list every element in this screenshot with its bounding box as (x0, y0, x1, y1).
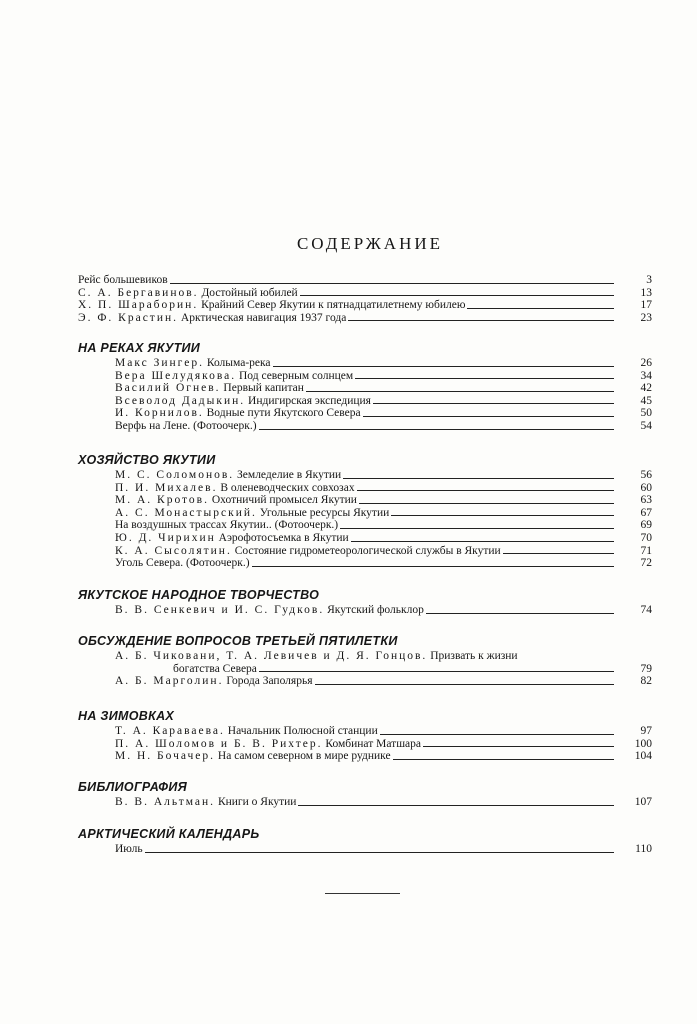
entry-title: Достойный юбилей (198, 286, 298, 299)
toc-section (78, 778, 652, 809)
toc-entry (78, 738, 652, 751)
entry-author: Вера Шелудякова. (115, 369, 237, 382)
page-number: 13 (640, 286, 652, 299)
entry-author: А. Б. Марголин. (115, 675, 224, 688)
entry-title: В оленеводческих совхозах (217, 481, 355, 494)
page-number: 45 (640, 394, 652, 407)
section-heading: ЯКУТСКОЕ НАРОДНОЕ ТВОРЧЕСТВО (78, 588, 320, 602)
section-heading: НА РЕКАХ ЯКУТИИ (78, 341, 201, 355)
entry-text (115, 557, 250, 570)
page-number: 71 (640, 544, 652, 557)
page-number: 110 (635, 843, 652, 855)
entry-title: Арктическая навигация 1937 года (178, 311, 347, 324)
page-number: 100 (634, 737, 652, 750)
entry-text (115, 382, 304, 395)
page-number: 104 (634, 750, 652, 763)
page-number: 50 (640, 407, 652, 420)
page-number: 56 (640, 469, 652, 481)
entry-title: Угольные ресурсы Якутии (256, 506, 390, 519)
section-heading: НА ЗИМОВКАХ (78, 709, 175, 723)
toc-entry (78, 407, 652, 420)
toc-intro (78, 274, 652, 324)
dot-leader (426, 613, 614, 614)
entry-author: Х. П. Шараборин. (78, 299, 199, 312)
toc-section (78, 451, 652, 570)
dot-leader (273, 366, 614, 367)
entry-text (115, 469, 341, 482)
entry-title: Якутский фольклор (324, 604, 424, 616)
dot-leader (391, 515, 614, 516)
toc-entry (78, 843, 652, 856)
dot-leader (259, 671, 614, 672)
dot-leader (145, 852, 614, 853)
page-number: 107 (634, 796, 652, 808)
page-title: СОДЕРЖАНИЕ (296, 234, 444, 253)
dot-leader (170, 283, 614, 284)
page-number: 97 (640, 725, 652, 737)
entry-title: На самом северном в мире руднике (215, 750, 391, 763)
dot-leader (363, 416, 614, 417)
entry-title: Крайний Север Якутии к пятнадцатилетнему юбилею (198, 299, 466, 312)
toc-entry (78, 519, 652, 532)
entry-author: Макс Зингер. (115, 357, 204, 369)
page-number: 79 (640, 662, 652, 675)
entry-text (78, 299, 465, 312)
section-heading: БИБЛИОГРАФИЯ (78, 780, 188, 794)
dot-leader (357, 490, 614, 491)
toc-entry (78, 725, 652, 738)
entry-author: Всеволод Дадыкин. (115, 394, 246, 407)
toc-entry (78, 557, 652, 570)
dot-leader (503, 553, 614, 554)
entry-text (78, 312, 346, 325)
entry-text (115, 532, 349, 545)
toc-entry (78, 395, 652, 408)
entry-author: М. С. Соломонов. (115, 469, 235, 481)
dot-leader (343, 478, 614, 479)
entry-title: Книги о Якутии (215, 796, 297, 808)
dot-leader (300, 295, 614, 296)
entry-text (115, 519, 338, 532)
entry-text (115, 482, 355, 495)
page-number: 17 (640, 299, 652, 312)
toc-entry (78, 532, 652, 545)
entry-author: П. И. Михалев. (115, 481, 218, 494)
toc-entry (78, 299, 652, 312)
entry-title: Первый капитан (220, 382, 304, 395)
entry-text (115, 357, 271, 370)
entry-text (78, 287, 298, 300)
entry-title: На воздушных трассах Якутии.. (Фотоочерк.) (115, 519, 339, 532)
page-number: 60 (640, 481, 652, 494)
end-rule (325, 893, 400, 894)
entry-text (115, 507, 389, 520)
toc-section (78, 632, 652, 688)
toc-entry (78, 382, 652, 395)
entry-author: К. А. Сысолятин. (115, 544, 232, 557)
toc-entry (78, 482, 652, 495)
entry-text (115, 650, 518, 663)
dot-leader (393, 759, 614, 760)
entry-author: Т. А. Караваева. (115, 725, 225, 737)
page-number: 74 (640, 604, 652, 616)
toc-entry (78, 507, 652, 520)
toc-entry (78, 750, 652, 763)
dot-leader (306, 391, 614, 392)
entry-text (115, 370, 353, 383)
entry-title: Призвать к жизни (427, 650, 518, 662)
entry-text (115, 843, 143, 856)
section-heading: ХОЗЯЙСТВО ЯКУТИИ (78, 453, 216, 467)
entry-title: Аэрофотосъемка в Якутии (215, 531, 349, 544)
toc-entry (78, 469, 652, 482)
entry-text (115, 604, 424, 617)
entry-author: А. С. Монастырский. (115, 506, 257, 519)
dot-leader (467, 308, 614, 309)
entry-text (115, 407, 361, 420)
page-number: 3 (646, 274, 652, 286)
entry-text (115, 796, 296, 809)
entry-author: Василий Огнев. (115, 382, 221, 395)
toc-entry-continuation (78, 663, 652, 676)
page-number: 72 (640, 557, 652, 570)
toc-entry (78, 675, 652, 688)
entry-text (78, 274, 168, 287)
page-number: 42 (640, 382, 652, 395)
entry-text (115, 395, 371, 408)
toc-entry (78, 545, 652, 558)
page-number: 67 (640, 506, 652, 519)
entry-title: Города Заполярья (223, 675, 313, 688)
toc-entry (78, 650, 652, 663)
toc-entry (78, 312, 652, 325)
entry-title: Уголь Севера. (Фотоочерк.) (115, 557, 250, 570)
entry-title: Комбинат Матшара (322, 737, 422, 750)
toc-entry (78, 604, 652, 617)
toc-entry (78, 420, 652, 433)
dot-leader (355, 378, 614, 379)
entry-title: Колыма-река (203, 357, 271, 369)
entry-text (115, 494, 357, 507)
entry-title: Под северным солнцем (236, 369, 354, 382)
toc-entry (78, 370, 652, 383)
section-heading: ОБСУЖДЕНИЕ ВОПРОСОВ ТРЕТЬЕЙ ПЯТИЛЕТКИ (78, 634, 398, 648)
dot-leader (340, 528, 614, 529)
page-number: 26 (640, 357, 652, 369)
entry-title: Охотничий промысел Якутии (208, 494, 357, 507)
entry-title: Индигирская экспедиция (245, 394, 371, 407)
entry-title: Состояние гидрометеорологической службы в Якутии (231, 544, 501, 557)
entry-author: П. А. Шоломов и Б. В. Рихтер. (115, 737, 323, 750)
entry-title: Рейс большевиков (78, 274, 168, 286)
entry-author: И. Корнилов. (115, 407, 204, 420)
entry-text (115, 725, 378, 738)
dot-leader (359, 503, 614, 504)
entry-text (115, 750, 391, 763)
entry-author: В. В. Сенкевич и И. С. Гудков. (115, 604, 325, 616)
page-number: 34 (640, 369, 652, 382)
dot-leader (315, 684, 615, 685)
entry-text (115, 545, 501, 558)
page-number: 63 (640, 494, 652, 507)
entry-author: М. А. Кротов. (115, 494, 209, 507)
entry-title: Июль (115, 843, 143, 855)
dot-leader (259, 429, 614, 430)
entry-author: А. Б. Чиковани, Т. А. Левичев и Д. Я. Гонцов. (115, 650, 428, 662)
toc-entry (78, 274, 652, 287)
dot-leader (252, 566, 614, 567)
dot-leader (423, 746, 614, 747)
page-number: 70 (640, 531, 652, 544)
entry-title: Верфь на Лене. (Фотоочерк.) (115, 419, 257, 432)
toc-section (78, 339, 652, 433)
entry-title: Начальник Полюсной станции (224, 725, 378, 737)
entry-title: Земледелие в Якутии (234, 469, 342, 481)
entry-title-continued: богатства Севера (173, 662, 257, 675)
entry-author: Э. Ф. Крастин. (78, 311, 179, 324)
entry-author: Ю. Д. Чирихин (115, 531, 216, 544)
entry-title: Водные пути Якутского Севера (203, 407, 361, 420)
toc-entry (78, 287, 652, 300)
dot-leader (380, 734, 614, 735)
toc-section (78, 825, 652, 856)
entry-text (115, 738, 421, 751)
dot-leader (348, 320, 614, 321)
page-number: 69 (640, 519, 652, 532)
entry-author: С. А. Бергавинов. (78, 286, 199, 299)
dot-leader (373, 403, 614, 404)
toc-entry (78, 494, 652, 507)
dot-leader (351, 541, 614, 542)
section-heading: АРКТИЧЕСКИЙ КАЛЕНДАРЬ (78, 827, 260, 841)
page-number: 54 (640, 419, 652, 432)
toc-entry (78, 357, 652, 370)
entry-author: М. Н. Бочачер. (115, 750, 216, 763)
dot-leader (298, 805, 614, 806)
toc-section (78, 707, 652, 763)
toc-section (78, 586, 652, 617)
toc-entry (78, 796, 652, 809)
entry-text (115, 420, 257, 433)
entry-author: В. В. Альтман. (115, 796, 216, 808)
page-number: 23 (640, 311, 652, 324)
page-number: 82 (640, 675, 652, 688)
entry-text (115, 675, 313, 688)
